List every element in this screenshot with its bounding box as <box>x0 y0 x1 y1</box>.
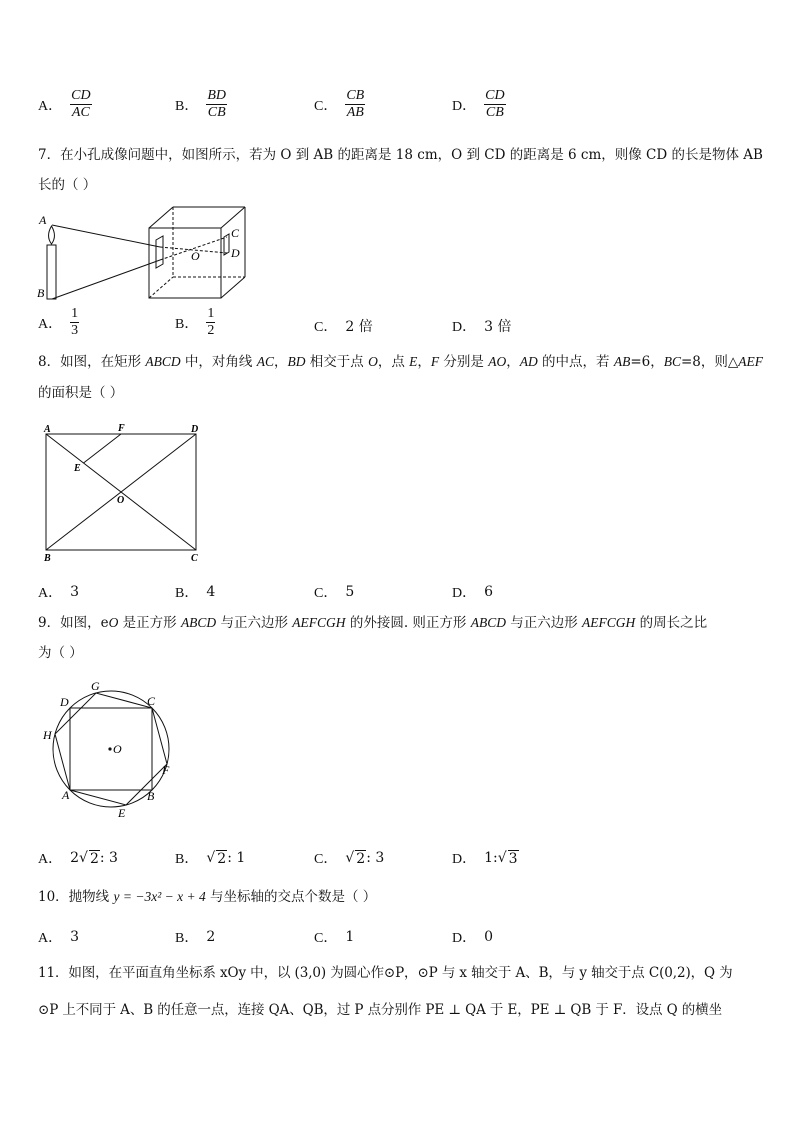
center-point <box>108 747 111 750</box>
q10-option-c: C． 1 <box>314 929 355 946</box>
candle-flame <box>48 226 54 244</box>
q8-stem-line1: 8．如图，在矩形 ABCD 中，对角线 AC，BD 相交于点 O，点 E，F 分别是 AO，AD 的中点，若 AB=6，BC=8，则△AEF <box>38 354 764 370</box>
label-f: F <box>162 763 170 777</box>
q10-option-b: B． 2 <box>175 929 216 946</box>
label-a: A <box>62 788 70 802</box>
box-edge-tr <box>221 207 245 228</box>
label-c: C <box>147 694 156 708</box>
label-b: B <box>37 286 45 300</box>
q9-option-d: D． 1: √ 3 <box>452 850 518 867</box>
q9-option-a: A． 2 √ 2 : 3 <box>38 850 118 867</box>
q8-option-b: B． 4 <box>175 584 216 601</box>
label-g: G <box>91 679 100 693</box>
label-d: D <box>191 424 199 435</box>
label-h: H <box>43 728 52 742</box>
pinhole-plate <box>156 236 163 268</box>
label-a: A <box>44 424 51 435</box>
q6-option-a: A． $\frac{CD}{AC}$ <box>38 88 91 120</box>
q7-stem-line2: 长的（ ） <box>38 177 97 193</box>
q9-stem-line1: 9．如图，eO 是正方形 ABCD 与正六边形 AEFCGH 的外接圆. 则正方形 ABCD 与正六边形 AEFCGH 的周长之比 <box>38 615 708 631</box>
label-o: O <box>113 742 122 756</box>
label-e: E <box>118 806 126 820</box>
q7-pinhole-figure <box>36 200 256 304</box>
segment-ef <box>84 434 122 463</box>
q9-circle-figure <box>36 678 186 820</box>
ray-top <box>52 225 160 247</box>
label-b: B <box>147 789 155 803</box>
fraction: $\frac{CD}{AC}$ <box>71 88 91 120</box>
label-e: E <box>74 463 81 474</box>
box-edge-br <box>221 277 245 298</box>
box-hidden-bl <box>149 277 173 298</box>
fraction: $\frac{CB}{AB}$ <box>346 88 365 120</box>
fraction: $\frac{1}{2}$ <box>207 306 215 338</box>
label-o: O <box>117 495 125 506</box>
q9-stem-line2: 为（ ） <box>38 645 83 661</box>
label-f: F <box>118 423 125 434</box>
candle-body <box>47 245 56 299</box>
q11-stem-line2: ⊙P 上不同于 A、B 的任意一点，连接 QA、QB，过 P 点分别作 PE ⊥ QA 于 E，PE ⊥ QB 于 F．设点 Q 的横坐 <box>38 1002 722 1018</box>
label-o: O <box>191 249 200 263</box>
q7-option-c: C． 2 倍 <box>314 319 373 335</box>
q7-option-b: B． $\frac{1}{2}$ <box>175 306 215 338</box>
label-d: D <box>60 695 69 709</box>
q8-stem-line2: 的面积是（ ） <box>38 385 124 401</box>
q9-option-c: C． √ 2 : 3 <box>314 850 385 867</box>
fraction: $\frac{CD}{CB}$ <box>485 88 505 120</box>
q7-option-a: A． $\frac{1}{3}$ <box>38 306 79 338</box>
fraction: $\frac{BD}{CB}$ <box>207 88 227 120</box>
label-c: C <box>231 226 240 240</box>
q8-rectangle-figure <box>38 420 208 562</box>
q8-option-a: A． 3 <box>38 584 80 601</box>
q6-option-b: B． $\frac{BD}{CB}$ <box>175 88 227 120</box>
label-c: C <box>191 553 198 562</box>
fraction: $\frac{1}{3}$ <box>71 306 79 338</box>
q10-option-d: D． 0 <box>452 929 494 946</box>
q8-option-c: C． 5 <box>314 584 355 601</box>
label-a: A <box>39 213 47 227</box>
label-b: B <box>44 553 51 562</box>
q8-option-d: D． 6 <box>452 584 494 601</box>
q7-stem-line1: 7．在小孔成像问题中，如图所示，若为 O 到 AB 的距离是 18 cm，O 到 CD 的距离是 6 cm，则像 CD 的长是物体 AB <box>38 147 763 163</box>
q7-option-d: D． 3 倍 <box>452 319 512 335</box>
box-front <box>149 228 221 298</box>
box-edge-tl <box>149 207 173 228</box>
q10-stem: 10．抛物线 y = −3x² − x + 4 与坐标轴的交点个数是（ ） <box>38 889 377 905</box>
q11-stem-line1: 11．如图，在平面直角坐标系 xOy 中，以 (3,0) 为圆心作⊙P，⊙P 与 x 轴交于 A、B，与 y 轴交于点 C(0,2)，Q 为 <box>38 965 733 981</box>
q10-option-a: A． 3 <box>38 929 80 946</box>
label-d: D <box>231 246 240 260</box>
q6-option-c: C． $\frac{CB}{AB}$ <box>314 88 365 120</box>
ray-bottom <box>52 260 160 299</box>
q9-option-b: B． √ 2 : 1 <box>175 850 246 867</box>
q6-option-d: D． $\frac{CD}{CB}$ <box>452 88 505 120</box>
